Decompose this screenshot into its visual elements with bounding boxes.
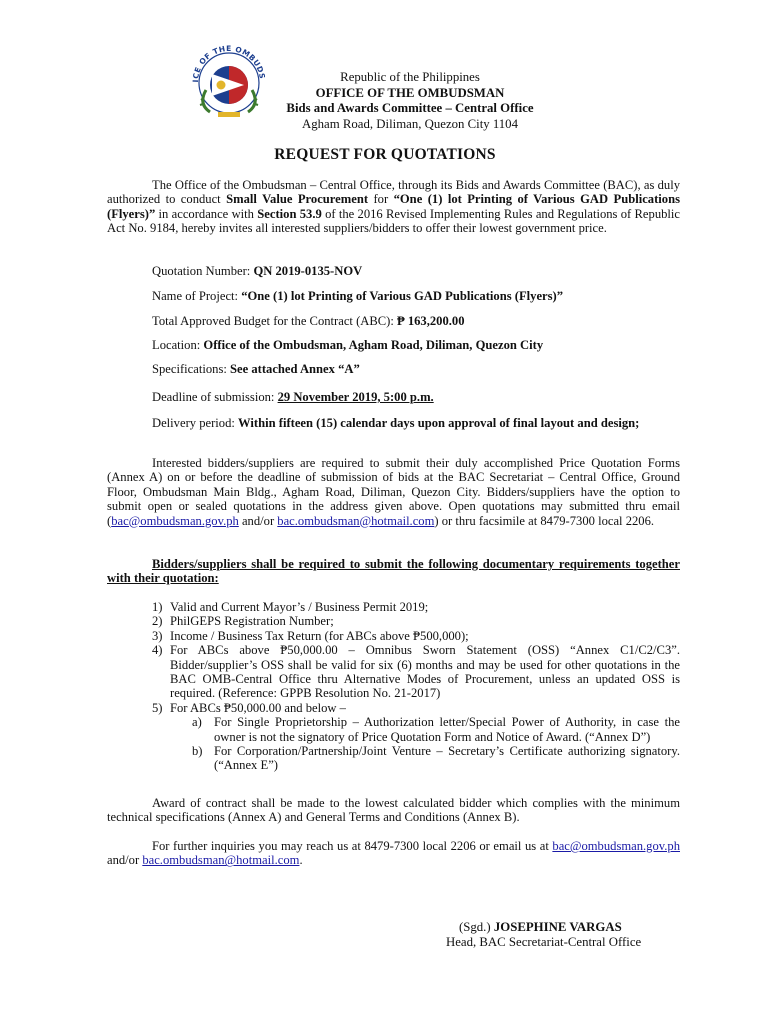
signature-block [446,920,641,950]
document-title: REQUEST FOR QUOTATIONS [274,146,496,163]
list-text: For ABCs ₱50,000.00 and below – [170,700,346,715]
list-item [152,643,680,701]
list-letter: b) [192,744,203,759]
intro-text: of the 2016 Revised Implementing Rules and Regulations of Republic Act No. 9184, hereby invites all interested suppliers/bidders to offer their lowest government price. [107,206,681,236]
list-text: PhilGEPS Registration Number; [170,614,334,629]
location: Office of the Ombudsman, Agham Road, Diliman, Quezon City [203,338,544,352]
list-item [152,614,680,628]
list-text: For Single Proprietorship – Authorization letter/Special Power of Authority, in case the owner is not the signatory of Price Quotation Form and Notice of Award. (“Annex D”) [214,715,680,744]
quotation-number-line [152,264,680,278]
intro-text: in accordance with [155,206,258,221]
submission-paragraph [107,456,680,528]
deadline-line [152,390,680,404]
specifications: See attached Annex “A” [230,362,360,376]
list-text: Valid and Current Mayor’s / Business Permit 2019; [170,600,429,614]
requirements-list [152,600,680,773]
signatory-position: Head, BAC Secretariat-Central Office [446,935,642,949]
list-item [152,600,680,614]
inquiries-text: For further inquiries you may reach us at 8479-7300 local 2206 or email us at [152,839,553,853]
delivery-line [152,416,680,430]
signatory-name: JOSEPHINE VARGAS [493,920,622,934]
submission-text: ) or thru facsimile at 8479-7300 local 2206. [434,513,655,528]
project-name: “One (1) lot Printing of Various GAD Publications (Flyers)” [241,289,564,303]
abc-amount: ₱ 163,200.00 [397,314,465,328]
seal-ring-text: ICE OF THE OMBUDS [190,43,267,83]
submission-text: and/or [238,513,278,528]
list-text: For ABCs above ₱50,000.00 – Omnibus Sworn Statement (OSS) “Annex C1/C2/C3”. Bidder/supplier’s OSS shall be valid for six (6) months and may be used for other quotations in the BAC OMB-Central Office thru Alternative Modes of Procurement, unless an updated OSS is required. (Reference: GPPB Resolution No. 21-2017) [170,643,680,701]
field-label: Deadline of submission: [152,390,278,404]
field-label: Delivery period: [152,416,239,430]
procurement-mode: Small Value Procurement [226,192,369,207]
sub-list-item [152,715,680,744]
inquiries-text: . [299,853,303,868]
inquiries-paragraph [107,839,680,868]
project-name-line [152,289,680,303]
quotation-number: QN 2019-0135-NOV [253,264,363,278]
abc-line [152,314,680,328]
email-link-bac[interactable]: bac@ombudsman.gov.ph [552,839,680,853]
list-number: 3) [152,628,163,643]
location-line [152,338,680,352]
committee-name: Bids and Awards Committee – Central Office [286,101,534,115]
list-item [152,701,680,715]
inquiries-text: and/or [107,853,143,868]
intro-text: for [368,192,394,207]
specifications-line [152,362,680,376]
email-link-hotmail[interactable]: bac.ombudsman@hotmail.com [277,513,435,528]
email-link-bac[interactable]: bac@ombudsman.gov.ph [111,513,239,528]
field-label: Total Approved Budget for the Contract (ABC): [152,314,397,328]
submission-text: Interested bidders/suppliers are required to submit their duly accomplished Price Quotation Forms (Annex A) on or before the deadline of submission of bids at the BAC Secretariat – Central Office, Ground Floor, Ombudsman Main Bldg., Agham Road, Diliman, Quezon City. Bidders/suppliers have the option to submit open or sealed quotations in the address given above. Open quotations may submitted thru email ( [107,456,680,528]
office-address: Agham Road, Diliman, Quezon City 1104 [302,116,518,131]
letterhead [255,70,565,132]
country-name: Republic of the Philippines [340,70,480,84]
requirements-heading [107,557,680,586]
field-label: Quotation Number: [152,264,254,278]
list-number: 1) [152,600,163,614]
field-label: Specifications: [152,362,230,376]
list-item [152,629,680,643]
requirements-heading-text: Bidders/suppliers shall be required to submit the following documentary requirements together with their quotation: [107,557,680,586]
sub-list-item [152,744,680,773]
list-number: 5) [152,700,163,715]
list-number: 2) [152,614,163,629]
list-letter: a) [192,715,202,730]
award-paragraph: Award of contract shall be made to the lowest calculated bidder which complies with the minimum technical specifications (Annex A) and General Terms and Conditions (Annex B). [107,796,680,825]
list-text: Income / Business Tax Return (for ABCs above ₱500,000); [170,628,469,643]
list-number: 4) [152,643,163,658]
field-label: Location: [152,338,204,352]
project-name-inline: “One (1) lot Printing of Various GAD Publications (Flyers)” [107,192,680,221]
signature-prefix: (Sgd.) [459,920,494,934]
field-label: Name of Project: [152,289,242,303]
office-name: OFFICE OF THE OMBUDSMAN [315,85,505,100]
section-reference: Section 53.9 [257,206,322,221]
delivery-period: Within fifteen (15) calendar days upon approval of final layout and design; [238,416,640,430]
intro-text: The Office of the Ombudsman – Central Office, through its Bids and Awards Committee (BAC), as duly authorized to conduct [107,178,680,207]
intro-paragraph [107,178,680,236]
deadline: 29 November 2019, 5:00 p.m. [277,390,434,404]
list-text: For Corporation/Partnership/Joint Venture – Secretary’s Certificate authorizing signatory. (“Annex E”) [214,744,680,773]
email-link-hotmail[interactable]: bac.ombudsman@hotmail.com [142,853,300,868]
